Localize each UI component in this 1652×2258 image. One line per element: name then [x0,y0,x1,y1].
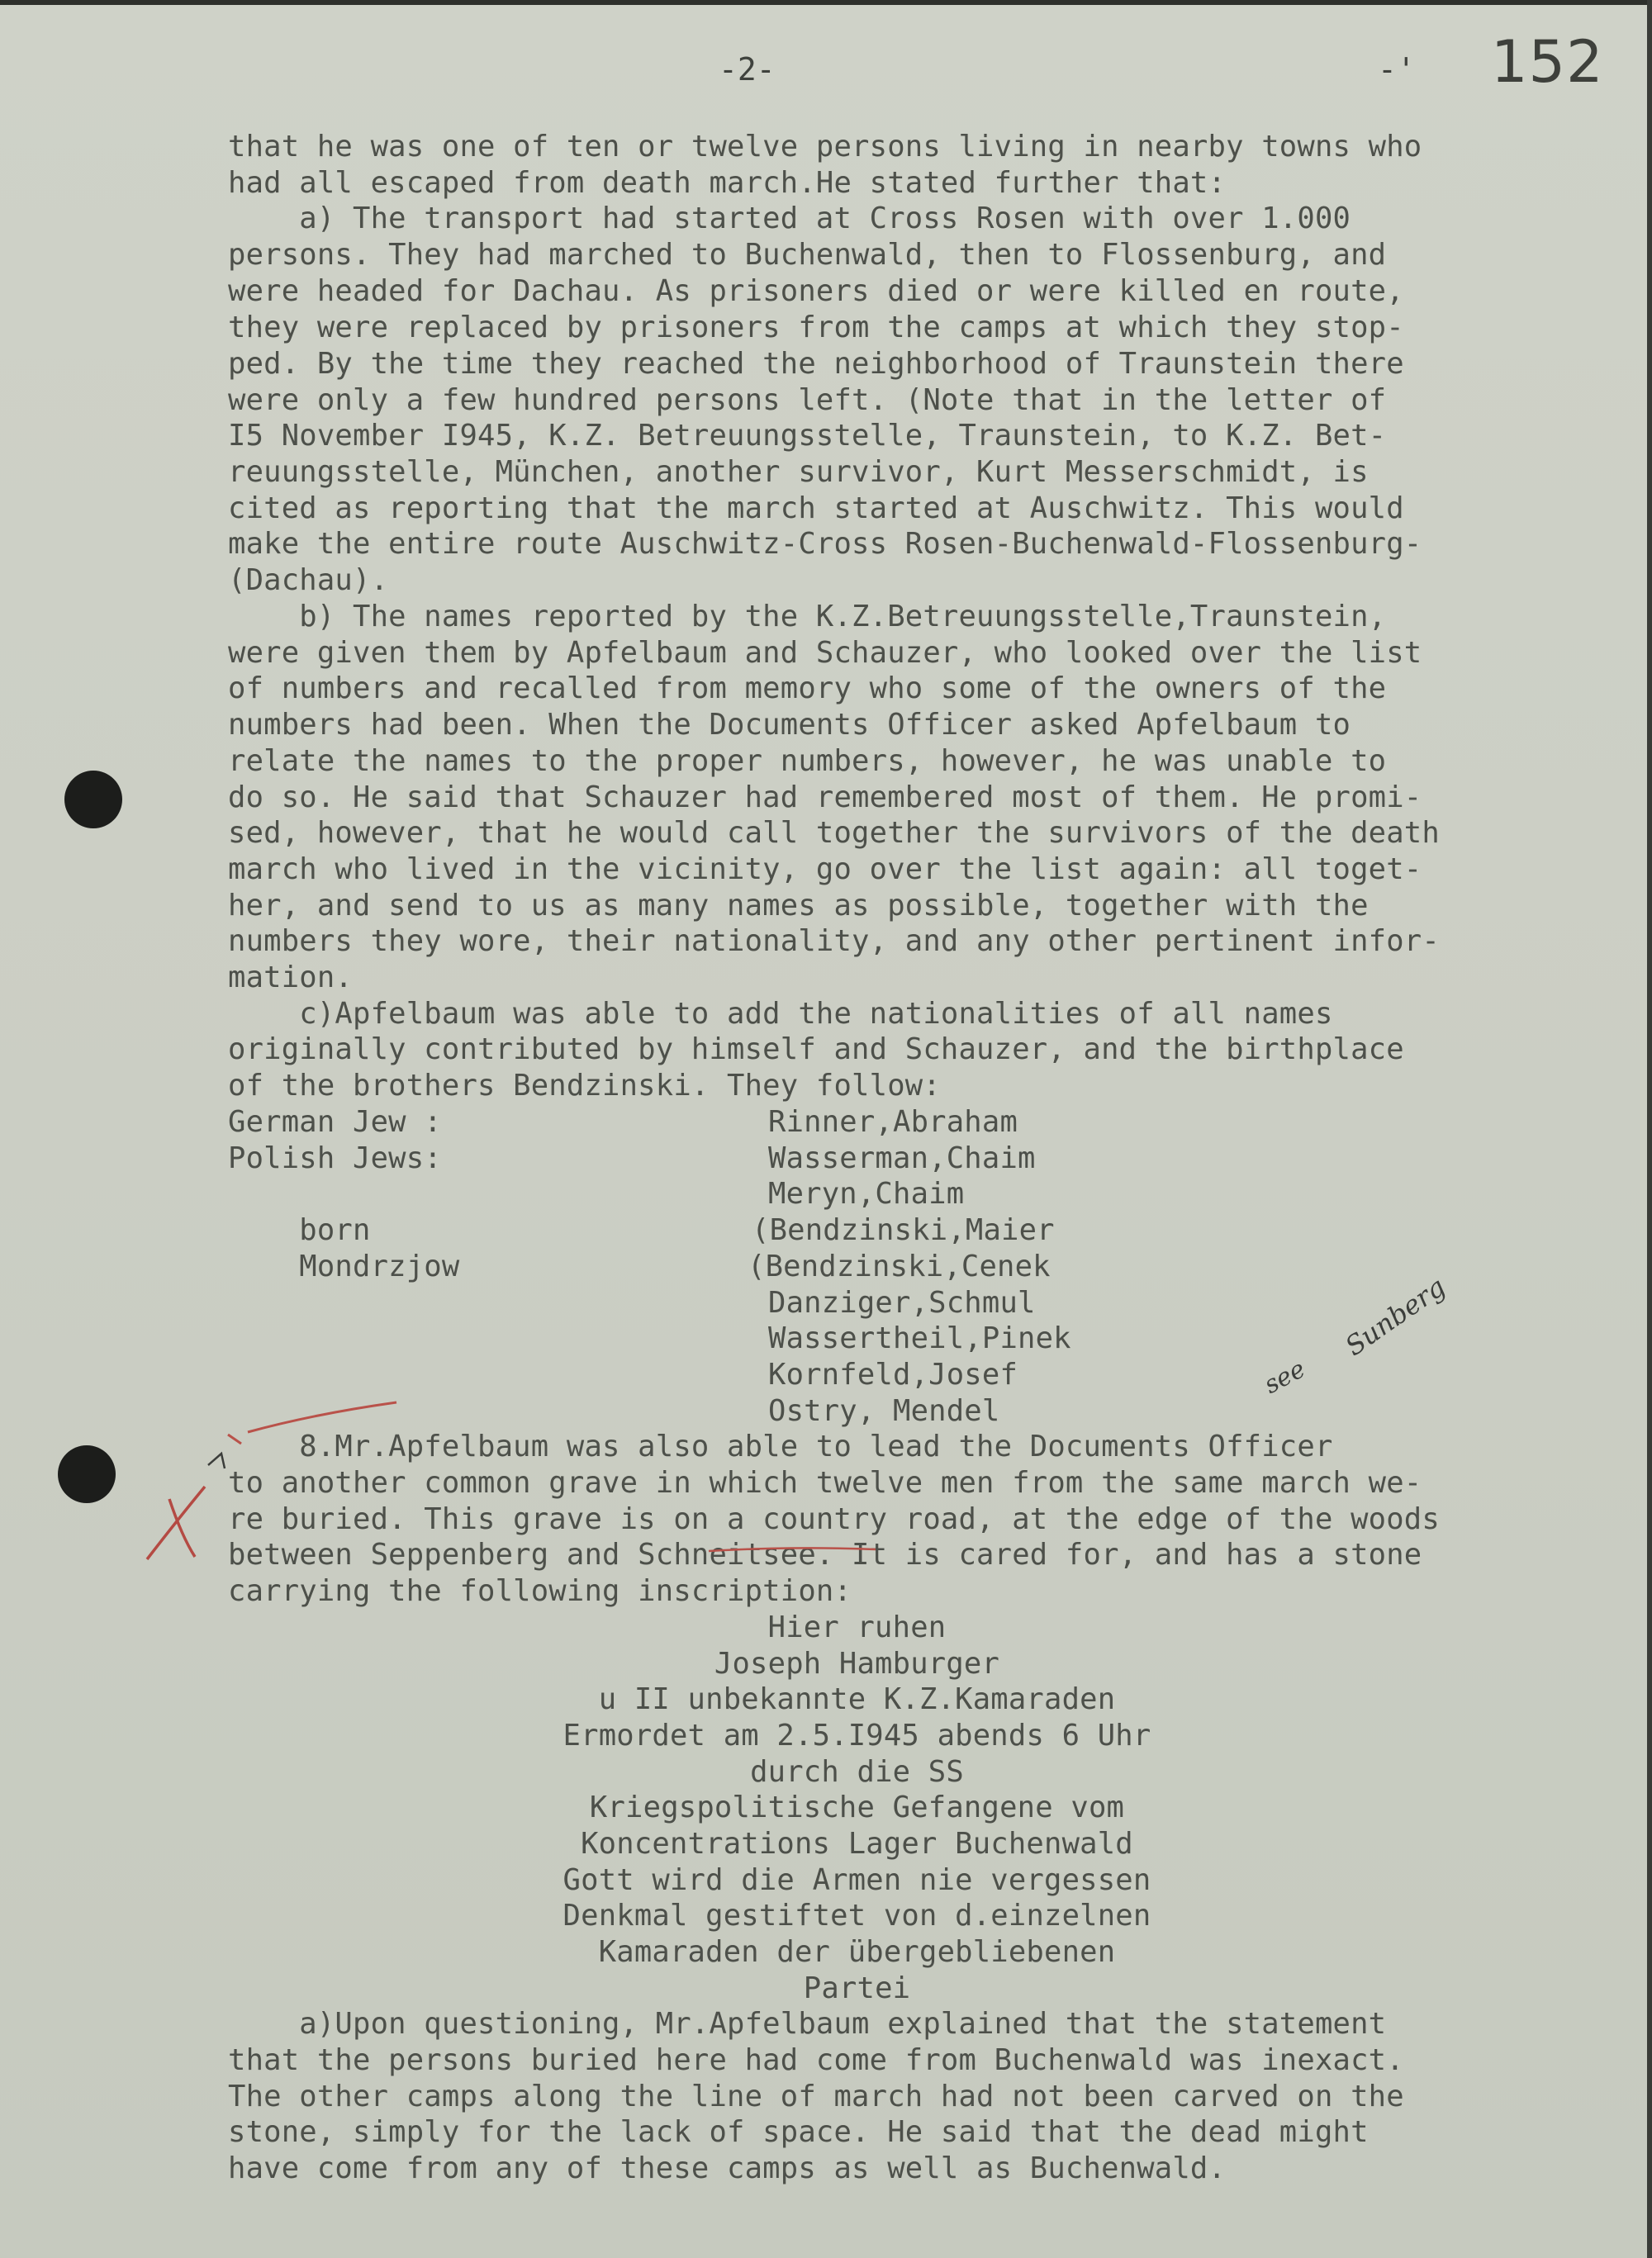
text-line: have come from any of these camps as well as Buchenwald. [228,2151,1227,2185]
page-number: 152 [1491,28,1604,96]
handwritten-surname: Sunberg [1339,1270,1451,1363]
text-line: of the brothers Bendzinski. They follow: [228,1069,941,1103]
text-line: relate the names to the proper numbers, however, he was unable to [228,744,1387,778]
text-line: were only a few hundred persons left. (Note that in the letter of [228,383,1387,417]
text-line: persons. They had marched to Buchenwald, then to Flossenburg, and [228,238,1387,272]
text-line: c)Apfelbaum was able to add the nationalities of all names [228,997,1333,1031]
nationality-label: German Jew : [228,1105,442,1139]
text-line: a) The transport had started at Cross Rosen with over 1.000 [228,202,1351,235]
text-line: to another common grave in which twelve men from the same march we- [228,1466,1422,1500]
inscription-line: Denkmal gestiftet von d.einzelnen [563,1899,1151,1933]
text-line: that the persons buried here had come from Buchenwald was inexact. [228,2043,1404,2077]
text-line: (Dachau). [228,563,389,597]
text-line: march who lived in the vicinity, go over the list again: all toget- [228,852,1422,886]
person-name: Wasserman,Chaim [768,1141,1036,1175]
inscription-line: u II unbekannte K.Z.Kamaraden [598,1682,1116,1716]
birthplace-label: born [228,1213,371,1247]
text-line: cited as reporting that the march started at Auschwitz. This would [228,491,1404,525]
text-line: reuungsstelle, München, another survivor, Kurt Messerschmidt, is [228,455,1369,489]
text-line: I5 November I945, K.Z. Betreuungsstelle, Traunstein, to K.Z. Bet- [228,419,1387,453]
inscription-line: Gott wird die Armen nie vergessen [563,1863,1151,1897]
text-line: between Seppenberg and Schneitsee. It is cared for, and has a stone [228,1538,1422,1572]
inscription-line: Partei [803,1971,911,2005]
inscription-line: Koncentrations Lager Buchenwald [581,1827,1133,1861]
text-line: make the entire route Auschwitz-Cross Rosen-Buchenwald-Flossenburg- [228,527,1422,561]
text-line: carrying the following inscription: [228,1574,852,1608]
text-line: that he was one of ten or twelve persons living in nearby towns who [228,130,1422,164]
ink-margin-check [208,1454,225,1468]
text-line: a)Upon questioning, Mr.Apfelbaum explained that the statement [228,2007,1387,2041]
person-name: Danziger,Schmul [768,1286,1036,1320]
inscription-line: Ermordet am 2.5.I945 abends 6 Uhr [563,1719,1151,1753]
text-line: they were replaced by prisoners from the camps at which they stop- [228,311,1404,344]
inscription-line: durch die SS [750,1755,964,1789]
text-line: 8.Mr.Apfelbaum was also able to lead the Documents Officer [228,1430,1333,1463]
text-line: of numbers and recalled from memory who some of the owners of the [228,671,1387,705]
text-line: numbers they wore, their nationality, and any other pertinent infor- [228,924,1440,958]
inscription-line: Joseph Hamburger [714,1647,1000,1681]
text-line: ped. By the time they reached the neighborhood of Traunstein there [228,347,1404,381]
dash-marker: -' [1378,51,1416,88]
inscription-line: Kamaraden der übergebliebenen [598,1935,1116,1969]
person-name: (Bendzinski,Cenek [748,1250,1051,1283]
text-line: were given them by Apfelbaum and Schauzer, who looked over the list [228,636,1422,670]
nationality-label: Polish Jews: [228,1141,442,1175]
handwritten-see: see [1259,1354,1311,1400]
person-name: Ostry, Mendel [768,1394,1000,1428]
person-name: Rinner,Abraham [768,1105,1018,1139]
text-line: had all escaped from death march.He stated further that: [228,166,1227,200]
red-pencil-tick [228,1435,241,1444]
red-pencil-stroke [248,1402,396,1432]
text-line: mation. [228,961,354,994]
inscription-line: Kriegspolitische Gefangene vom [589,1791,1125,1824]
person-name: Meryn,Chaim [768,1177,965,1211]
text-line: re buried. This grave is on a country road, at the edge of the woods [228,1502,1440,1536]
birthplace-label: Mondrzjow [228,1250,460,1283]
text-line: do so. He said that Schauzer had remembered most of them. He promi- [228,780,1422,814]
text-line: b) The names reported by the K.Z.Betreuungsstelle,Traunstein, [228,600,1387,633]
text-line: were headed for Dachau. As prisoners died or were killed en route, [228,274,1404,308]
text-line: numbers had been. When the Documents Officer asked Apfelbaum to [228,708,1351,742]
text-line: sed, however, that he would call together the survivors of the death [228,816,1440,850]
inscription-line: Hier ruhen [767,1610,947,1644]
text-line: originally contributed by himself and Schauzer, and the birthplace [228,1032,1404,1066]
person-name: (Bendzinski,Maier [752,1213,1055,1247]
red-pencil-x-mark [147,1487,205,1559]
page-marker: -2- [719,51,776,88]
red-underline [709,1548,876,1551]
person-name: Kornfeld,Josef [768,1358,1018,1392]
text-line: The other camps along the line of march had not been carved on the [228,2080,1404,2113]
person-name: Wassertheil,Pinek [768,1321,1071,1355]
text-line: stone, simply for the lack of space. He said that the dead might [228,2115,1369,2149]
text-line: her, and send to us as many names as possible, together with the [228,889,1369,923]
